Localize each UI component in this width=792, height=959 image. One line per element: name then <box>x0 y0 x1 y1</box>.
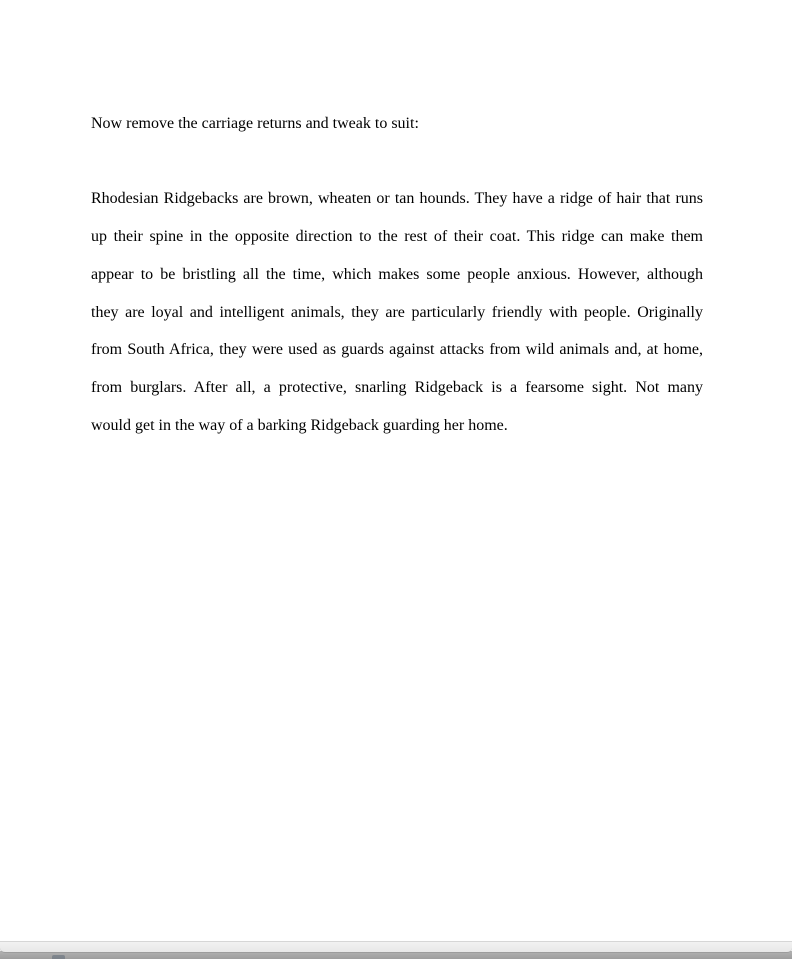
dock-icon-sliver <box>52 955 65 959</box>
paragraph-line: they are loyal and intelligent animals, they are particularly friendly with people. Originally <box>91 303 703 321</box>
paragraph-line: would get in the way of a barking Ridgeback guarding her home. <box>91 416 508 434</box>
paragraph-line: up their spine in the opposite direction to the rest of their coat. This ridge can make them <box>91 228 703 246</box>
paragraph-line: from South Africa, they were used as guards against attacks from wild animals and, at home, <box>91 341 703 359</box>
body-paragraph <box>91 180 703 444</box>
document-page <box>91 0 703 444</box>
paragraph-line: appear to be bristling all the time, which makes some people anxious. However, although <box>91 265 703 283</box>
window-status-bar <box>0 941 792 953</box>
intro-paragraph: Now remove the carriage returns and tweak to suit: <box>91 115 419 132</box>
paragraph-line: from burglars. After all, a protective, snarling Ridgeback is a fearsome sight. Not many <box>91 378 703 396</box>
paragraph-line: Rhodesian Ridgebacks are brown, wheaten or tan hounds. They have a ridge of hair that runs <box>91 190 703 208</box>
